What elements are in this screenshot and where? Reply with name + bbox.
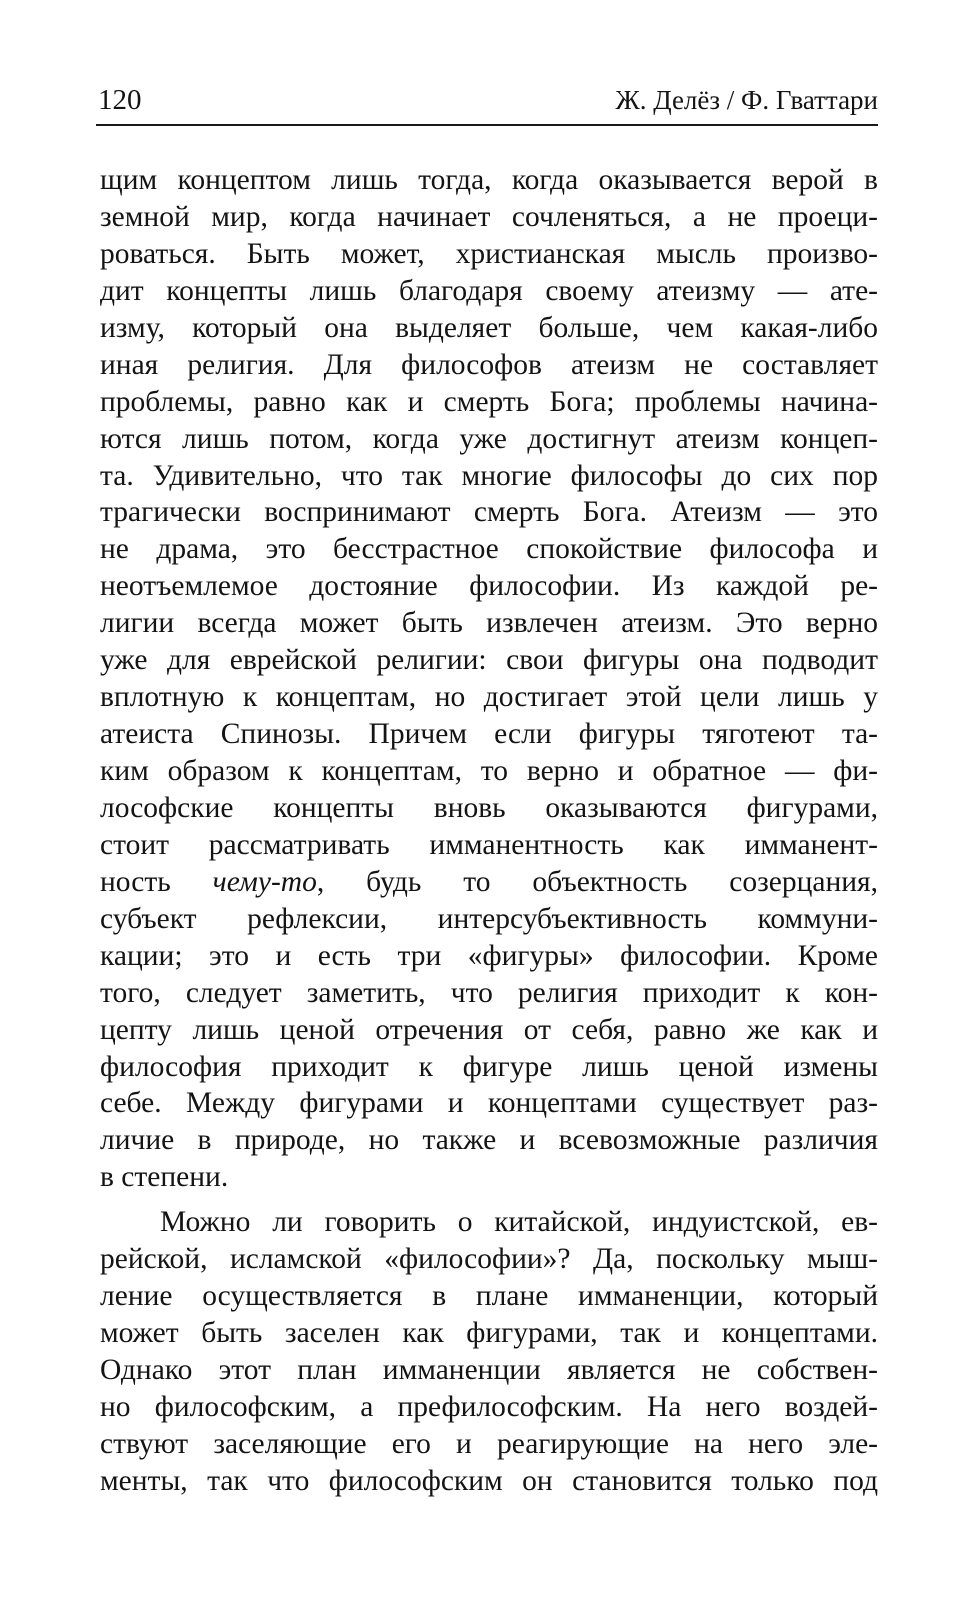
- text-line: Однако этот план имманенции является не собствен-: [100, 1354, 878, 1386]
- text-line: уже для еврейской религии: свои фигуры она подводит: [100, 644, 878, 677]
- text-line: вплотную к концептам, но достигает этой цели лишь у: [100, 681, 878, 714]
- text-line: проблемы, равно как и смерть Бога; проблемы начина-: [100, 385, 878, 418]
- italic-line-before: ность: [100, 865, 213, 898]
- text-line: ются лишь потом, когда уже достигнут атеизм концеп-: [100, 422, 878, 455]
- text-line: цепту лишь ценой отречения от себя, равно же как и: [100, 1013, 878, 1046]
- text-line: трагически воспринимают смерть Бога. Атеизм — это: [100, 496, 878, 529]
- text-line-last: в степени.: [100, 1161, 229, 1194]
- text-line: не драма, это бесстрастное спокойствие философа и: [100, 533, 878, 566]
- paragraph-gap: [100, 1196, 878, 1204]
- text-line: роваться. Быть может, христианская мысль произво-: [100, 237, 878, 270]
- text-line: себе. Между фигурами и концептами существует раз-: [100, 1087, 878, 1120]
- text-line: рейской, исламской «философии»? Да, поскольку мыш-: [100, 1243, 878, 1276]
- text-line: может быть заселен как фигурами, так и концептами.: [100, 1317, 878, 1350]
- text-line: атеиста Спинозы. Причем если фигуры тяготеют та-: [100, 718, 878, 751]
- running-title: Ж. Делёз / Ф. Гваттари: [615, 85, 878, 115]
- text-line: кации; это и есть три «фигуры» философии. Кроме: [100, 939, 878, 972]
- text-line-italic: [100, 864, 878, 901]
- text-line: дит концепты лишь благодаря своему атеизму — ате-: [100, 274, 878, 307]
- text-line: та. Удивительно, что так многие философы до сих пор: [100, 459, 878, 492]
- text-line: менты, так что философским он становится только под: [100, 1464, 878, 1497]
- text-line: изму, который она выделяет больше, чем какая-либо: [100, 311, 878, 344]
- italic-phrase: чему-то: [212, 865, 317, 898]
- text-line-indented: Можно ли говорить о китайской, индуистской, ев-: [160, 1206, 878, 1239]
- text-line: лигии всегда может быть извлечен атеизм. Это верно: [100, 607, 878, 640]
- text-line: ким образом к концептам, то верно и обратное — фи-: [100, 755, 878, 787]
- text-line: ствуют заселяющие его и реагирующие на него эле-: [100, 1427, 878, 1460]
- running-head: [96, 80, 878, 126]
- paragraph-2: [100, 1204, 878, 1500]
- text-line: неотъемлемое достояние философии. Из каждой ре-: [100, 570, 878, 603]
- text-line: субъект рефлексии, интерсубъективность коммуни-: [100, 902, 878, 935]
- text-line: иная религия. Для философов атеизм не составляет: [100, 348, 878, 381]
- page-number: 120: [98, 84, 142, 116]
- text-line: личие в природе, но также и всевозможные различия: [100, 1124, 878, 1157]
- italic-line-after: , будь то объектность созерцания,: [316, 865, 878, 898]
- text-line: но философским, а префилософским. На него воздей-: [100, 1390, 878, 1423]
- text-body: [100, 162, 878, 1500]
- text-line: ление осуществляется в плане имманенции, который: [100, 1280, 878, 1313]
- text-line: земной мир, когда начинает сочленяться, а не проеци-: [100, 200, 878, 233]
- text-line: того, следует заметить, что религия приходит к кон-: [100, 976, 878, 1009]
- paragraph-1: [100, 162, 878, 1196]
- text-line: философия приходит к фигуре лишь ценой измены: [100, 1050, 878, 1083]
- text-line: лософские концепты вновь оказываются фигурами,: [100, 791, 878, 824]
- text-line: стоит рассматривать имманентность как имманент-: [100, 828, 878, 861]
- text-line: щим концептом лишь тогда, когда оказывается верой в: [100, 164, 878, 196]
